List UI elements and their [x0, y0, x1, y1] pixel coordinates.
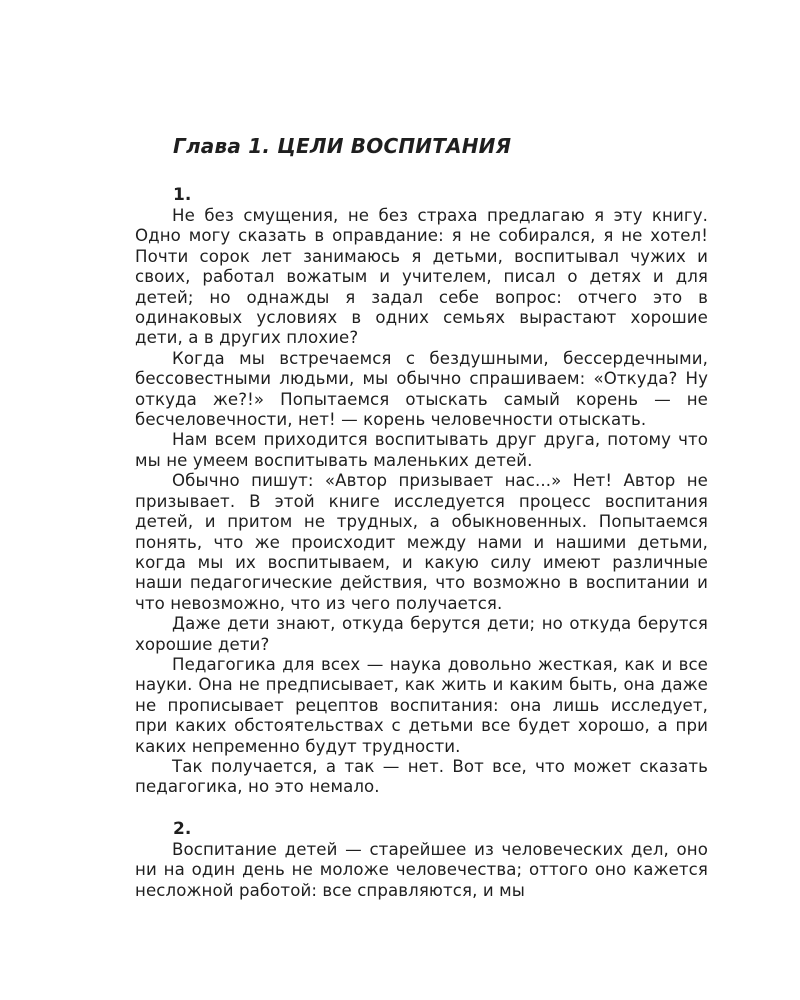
paragraph: Педагогика для всех — наука довольно жесткая, как и все науки. Она не предписывает, как жить и каким быть, она даже не прописывает рецептов воспитания: она лишь исследует, при каких обстоятельствах с детьми все будет хорошо, а при каких непременно будут трудности. — [135, 654, 708, 756]
paragraph: Даже дети знают, откуда берутся дети; но откуда берутся хорошие дети? — [135, 614, 708, 654]
paragraph: Нам всем приходится воспитывать друг друга, потому что мы не умеем воспитывать маленьких детей. — [135, 430, 708, 470]
paragraph: Воспитание детей — старейшее из человеческих дел, оно ни на один день не моложе человечества; оттого оно кажется несложной работой: все справляются, и мы — [135, 840, 708, 900]
section-1 — [135, 184, 708, 798]
chapter-title: Глава 1. ЦЕЛИ ВОСПИТАНИЯ — [173, 134, 512, 158]
paragraph: Так получается, а так — нет. Вот все, что может сказать педагогика, но это немало. — [135, 756, 708, 797]
section-number: 1. — [173, 185, 192, 205]
section-number: 2. — [173, 819, 192, 839]
paragraph: Не без смущения, не без страха предлагаю я эту книгу. Одно могу сказать в оправдание: я не собирался, я не хотел! Почти сорок лет занимаюсь я детьми, воспитывал чужих и своих, работал вожатым и учителем, писал о детях и для детей; но однажды я задал себе вопрос: отчего это в одинаковых условиях в одних семьях вырастают хорошие дети, а в других плохие? — [135, 206, 708, 348]
paragraph: Когда мы встречаемся с бездушными, бессердечными, бессовестными людьми, мы обычно спрашиваем: «Откуда? Ну откуда же?!» Попытаемся отыскать самый корень — не бесчеловечности, нет! — корень человечности отыскать. — [135, 348, 708, 430]
section-2 — [135, 818, 708, 901]
paragraph: Обычно пишут: «Автор призывает нас...» Нет! Автор не призывает. В этой книге исследуется процесс воспитания детей, и притом не трудных, а обыкновенных. Попытаемся понять, что же происходит между нами и нашими детьми, когда мы их воспитываем, и какую силу имеют различные наши педагогические действия, что возможно в воспитании и что невозможно, что из чего получается. — [135, 471, 708, 613]
